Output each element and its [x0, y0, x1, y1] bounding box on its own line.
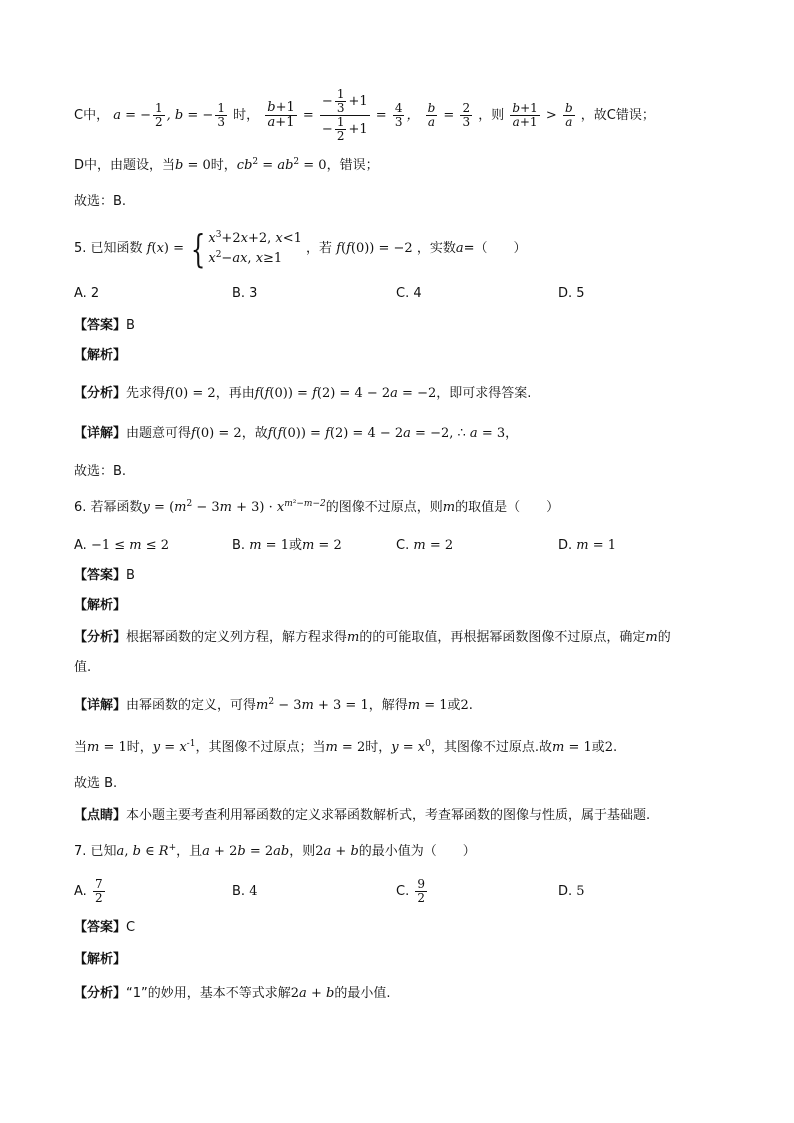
- q7-answer: [74, 918, 730, 938]
- math: $y = x^0$: [391, 739, 431, 755]
- text: ，解得: [368, 698, 408, 713]
- option-b[interactable]: B. m = 1或m = 2: [232, 538, 342, 553]
- math: a, b ∈ R+: [116, 843, 177, 859]
- question-number: 7. 已知: [74, 844, 117, 859]
- math: m = 1: [407, 698, 448, 713]
- text: ，故C错误；: [580, 108, 655, 123]
- text: C中，: [74, 108, 110, 123]
- q6-detail: [74, 696, 730, 716]
- text: “1”的妙用，基本不等式求解: [126, 986, 291, 1001]
- text: 的: [657, 630, 671, 645]
- answer-value: C: [126, 920, 136, 935]
- text: ，若: [306, 241, 333, 256]
- option-d[interactable]: D. 5: [558, 884, 585, 899]
- choose-line: 故选 B.: [74, 776, 118, 791]
- option-a[interactable]: A. −1 ≤ m ≤ 2: [74, 538, 170, 553]
- math: b = 0: [175, 158, 211, 173]
- text: ，且: [176, 844, 203, 859]
- option-letter: B.: [232, 884, 246, 899]
- text: D中，由题设，当: [74, 158, 176, 173]
- text: =（ ）: [463, 241, 527, 256]
- option-letter: A.: [74, 884, 87, 899]
- math: f(0) = 2: [191, 426, 242, 441]
- option-letter: D.: [558, 538, 573, 553]
- math: $\frac{b+1}{a+1}$ > $\frac{b}{a}$: [512, 101, 573, 129]
- text: 的的可能取值，再根据幂函数图像不过原点，确定: [359, 630, 646, 645]
- math: f(0) = 2: [165, 386, 216, 401]
- text: 由题意可得: [126, 426, 192, 441]
- q6-comment: [74, 806, 730, 826]
- text: 时，: [210, 158, 237, 173]
- fenxi-label: 【分析】: [74, 986, 127, 1001]
- line-d-option: [74, 156, 730, 176]
- q7-analysis: [74, 984, 730, 1004]
- q7-options: [74, 872, 730, 912]
- text: 时，: [126, 740, 153, 755]
- q5-answer: [74, 316, 730, 336]
- detail-label: 【详解】: [74, 426, 127, 441]
- text: 时，: [233, 108, 260, 123]
- q6-analysis: [74, 628, 730, 648]
- math: $m^2 - 3m + 3 = 1$: [256, 697, 369, 713]
- text: 的最小值.: [334, 986, 391, 1001]
- math: m: [442, 500, 456, 515]
- text: 的图像不过原点，则: [325, 500, 443, 515]
- math: m = 1: [87, 740, 127, 755]
- text: ，实数: [416, 241, 456, 256]
- q6-cases: [74, 738, 730, 758]
- math: 2a + b: [290, 986, 335, 1001]
- math: a: [455, 241, 464, 256]
- option-c[interactable]: C. 4: [396, 286, 422, 301]
- option-letter: C.: [396, 884, 410, 899]
- option-letter: B.: [232, 538, 246, 553]
- math: f(f(0)) = f(2) = 4 − 2a = −2, ∴ a = 3: [267, 426, 506, 441]
- answer-label: 【答案】: [74, 568, 127, 583]
- text: 的最小值为（ ）: [358, 844, 476, 859]
- text: 根据幂函数的定义列方程，解方程求得: [126, 630, 348, 645]
- text: 由幂函数的定义，可得: [126, 698, 257, 713]
- option-d[interactable]: D. 5: [558, 286, 585, 301]
- option-b[interactable]: B. 4: [232, 884, 258, 899]
- math: 2a + b: [315, 844, 359, 859]
- math: $cb^2 = ab^2 = 0$: [236, 157, 327, 173]
- option-letter: C.: [396, 538, 410, 553]
- option-d[interactable]: D. m = 1: [558, 538, 617, 553]
- fenxi-label: 【分析】: [74, 630, 127, 645]
- q5-analysis: [74, 384, 730, 404]
- math: $y = (m^2 - 3m + 3) \cdot x^{m^2-m-2}$: [142, 499, 326, 515]
- question-7: [74, 842, 730, 862]
- math: f(f(0)) = f(2) = 4 − 2a = −2: [254, 386, 437, 401]
- q5-detail: 【详解】由题意可得f(0) = 2，故f(f(0)) = f(2) = 4 − 2a = −2, ∴ a = 3，: [74, 426, 519, 441]
- text: ，即可求得答案.: [436, 386, 532, 401]
- text: ，则: [478, 108, 505, 123]
- text: 本小题主要考查利用幂函数的定义求幂函数解析式，考查幂函数的图像与性质，属于基础题.: [126, 808, 651, 823]
- answer-label: 【答案】: [74, 318, 127, 333]
- answer-value: B: [126, 318, 135, 333]
- choose-line: 故选：B.: [74, 464, 127, 479]
- text: ，错误；: [326, 158, 379, 173]
- text: ，其图像不过原点；当: [195, 740, 326, 755]
- option-c[interactable]: C. $\frac{9}{2}$: [396, 877, 425, 905]
- text: ，则: [289, 844, 316, 859]
- text: ，再由: [215, 386, 255, 401]
- text: 的取值是（ ）: [455, 500, 560, 515]
- text: 当: [74, 740, 88, 755]
- math: $\frac{b+1}{a+1}$ = − $\frac{1}{3}$ +1 − $\frac{1}{2}$ +1 = $\frac{4}{3}$ ， $\frac{b}{a}$ = $\frac{2}{3}$: [267, 87, 471, 143]
- math: m = 1: [552, 740, 592, 755]
- text: 或: [447, 698, 461, 713]
- question-5: [74, 228, 730, 270]
- q6-analysis-cont: 值.: [74, 660, 92, 675]
- option-letter: D.: [558, 884, 573, 899]
- choose-line: 故选：B.: [74, 194, 127, 209]
- analysis-label: 【解析】: [74, 952, 127, 967]
- math: m: [347, 630, 360, 645]
- math: m = 2: [325, 740, 366, 755]
- question-6: [74, 498, 730, 518]
- option-letter: A.: [74, 538, 87, 553]
- math: a + 2b = 2ab: [202, 844, 290, 859]
- text: 或: [591, 740, 605, 755]
- question-number: 6. 若幂函数: [74, 500, 143, 515]
- line-c-option: [74, 87, 730, 143]
- math: 2.: [460, 698, 473, 713]
- text: ，其图像不过原点.故: [430, 740, 552, 755]
- analysis-label: 【解析】: [74, 598, 127, 613]
- option-a[interactable]: A. $\frac{7}{2}$: [74, 877, 103, 905]
- math: f(x) = { $x^3+2x+2$, x<1 $x^2-ax$, x≥1: [146, 226, 302, 271]
- math: $y = x^{-1}$: [152, 739, 196, 755]
- math: a = − $\frac{1}{2}$ , b = − $\frac{1}{3}$: [113, 101, 225, 129]
- detail-label: 【详解】: [74, 698, 127, 713]
- fenxi-label: 【分析】: [74, 386, 127, 401]
- option-b[interactable]: B. 3: [232, 286, 258, 301]
- text: ，故: [241, 426, 268, 441]
- answer-value: B: [126, 568, 135, 583]
- math: 2.: [604, 740, 618, 755]
- answer-label: 【答案】: [74, 920, 127, 935]
- q6-answer: [74, 566, 730, 586]
- comment-label: 【点睛】: [74, 808, 127, 823]
- analysis-label: 【解析】: [74, 348, 127, 363]
- question-number: 5. 已知函数: [74, 241, 143, 256]
- text: 时，: [365, 740, 392, 755]
- math: m: [645, 630, 658, 645]
- math: f(f(0)) = −2: [336, 241, 413, 256]
- option-a[interactable]: A. 2: [74, 286, 100, 301]
- option-c[interactable]: C. m = 2: [396, 538, 454, 553]
- text: 先求得: [126, 386, 166, 401]
